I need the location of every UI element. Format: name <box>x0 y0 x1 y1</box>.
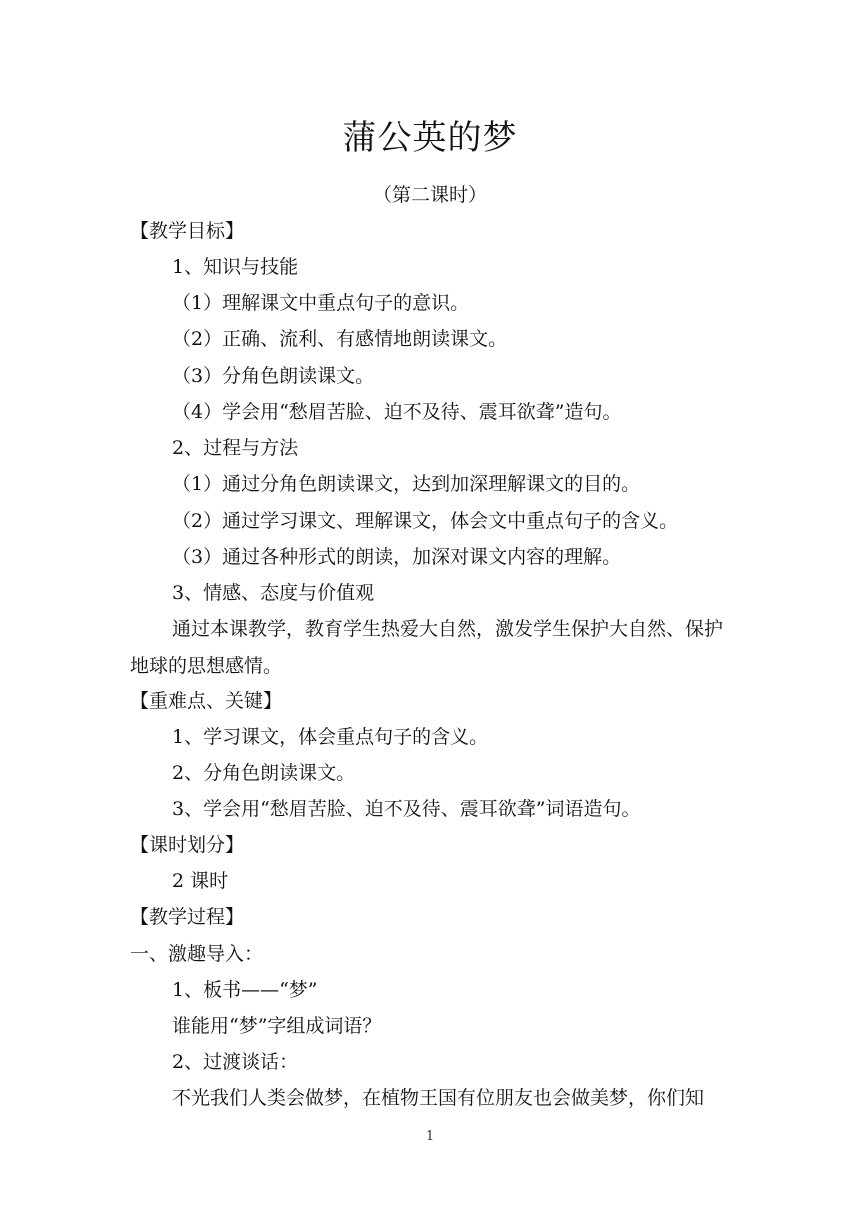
keypoint-1: 1、学习课文，体会重点句子的含义。 <box>172 726 489 748</box>
goal2-item-3: （3）通过各种形式的朗读，加深对课文内容的理解。 <box>172 546 622 568</box>
section-1-heading: 一、激趣导入： <box>130 943 264 965</box>
goal2-heading: 2、过程与方法 <box>172 437 299 459</box>
process-heading: 【教学过程】 <box>130 906 245 928</box>
goals-heading: 【教学目标】 <box>130 220 245 242</box>
goal1-heading: 1、知识与技能 <box>172 256 299 278</box>
document-title: 蒲公英的梦 <box>342 118 518 158</box>
keypoint-2: 2、分角色朗读课文。 <box>172 762 356 784</box>
goal1-item-3: （3）分角色朗读课文。 <box>172 365 375 387</box>
page-number: 1 <box>425 1129 435 1144</box>
document-subtitle: （第二课时） <box>372 184 487 206</box>
goal1-item-4: （4）学会用“愁眉苦脸、迫不及待、震耳欲聋”造句。 <box>172 401 622 423</box>
goal3-paragraph: 通过本课教学，教育学生热爱大自然，激发学生保护大自然、保护地球的思想感情。 <box>130 618 724 677</box>
schedule-text: 2 课时 <box>172 870 229 892</box>
step-1-question: 谁能用“梦”字组成词语？ <box>172 1015 382 1037</box>
keypoints-heading: 【重难点、关键】 <box>130 690 283 712</box>
goal1-item-2: （2）正确、流利、有感情地朗读课文。 <box>172 328 508 350</box>
step-2: 2、过渡谈话： <box>172 1051 299 1073</box>
keypoint-3: 3、学会用“愁眉苦脸、迫不及待、震耳欲聋”词语造句。 <box>172 798 641 820</box>
goal2-item-1: （1）通过分角色朗读课文，达到加深理解课文的目的。 <box>172 473 641 495</box>
goal2-item-2: （2）通过学习课文、理解课文，体会文中重点句子的含义。 <box>172 510 679 532</box>
step-2-text: 不光我们人类会做梦，在植物王国有位朋友也会做美梦，你们知 <box>172 1087 705 1109</box>
step-1: 1、板书——“梦” <box>172 979 318 1001</box>
goal3-heading: 3、情感、态度与价值观 <box>172 582 375 604</box>
schedule-heading: 【课时划分】 <box>130 834 245 856</box>
goal1-item-1: （1）理解课文中重点句子的意识。 <box>172 292 470 314</box>
